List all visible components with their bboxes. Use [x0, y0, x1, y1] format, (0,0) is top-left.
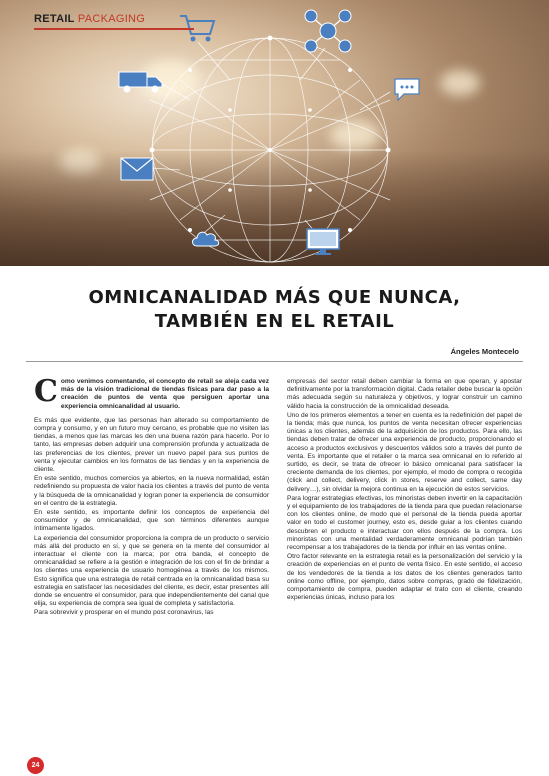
article-title-line-2: TAMBIÉN EN EL RETAIL: [154, 311, 395, 332]
section-rule: [34, 28, 194, 30]
body-paragraph: La experiencia del consumidor proporciona la compra de un producto o servicio más allá del producto en sí, y que se genera en la mente del consumidor al interactuar el cliente con la marca; por otra banda, el concepto de omnicanalidad se refiere a la gestión e integración de los con el fin de brindar a los clientes una experiencia de usuario homogénea a través de los mismos. Esto significa que una estrategia de retail centrada en la omnicanalidad basa su estrategia en satisfacer las necesidades del cliente, es decir, estar presentes allí donde se encuentre el consumidor, para que independientemente del canal que elija, su experiencia de compra sea igual de completa y satisfactoria.: [34, 534, 269, 608]
body-paragraph: Es más que evidente, que las personas han alterado su comportamiento de compra y consumo, y en un futuro muy cercano, es probable que no visiten las tiendas, a menos que las marcas les den una buena razón para hacerlo. Por lo tanto, las empresas deben adquirir una comprensión profunda y actualizada de las preferencias de los clientes, prever un nuevo papel para sus puntos de venta y ejecutar cambios en los formatos de las tiendas y en la experiencia de cliente.: [34, 416, 269, 474]
envelope-icon: [120, 157, 154, 181]
hero-image: [0, 0, 549, 266]
lead-paragraph: [34, 374, 269, 411]
page-number-badge: 24: [27, 757, 44, 774]
monitor-icon: [306, 228, 340, 258]
body-paragraph: Para lograr estrategias efectivas, los minoristas deben invertir en la capacitación y el equipamiento de los trabajadores de la tienda para que puedan relacionarse con los clientes online, de modo que el personal de la tienda pueda aportar valor en todo el customer journey, esto es, desde guiar a los clientes cuando descubren el producto e interactuar con ellos después de la compra. Los minoristas con una mentalidad verdaderamente omnicanal podrían también recompensar a los trabajadores de la tienda por influir en las ventas online.: [287, 494, 522, 552]
network-people-icon: [303, 8, 353, 54]
section-tag: [34, 13, 145, 25]
byline-divider: [26, 361, 523, 362]
body-paragraph: Uno de los primeros elementos a tener en cuenta es la redefinición del papel de la tienda; más que nunca, los puntos de venta necesitan ofrecer experiencias únicas a los clientes, además de la adquisición de los productos. Para ello, las tiendas deben tratar de ofrecer una experiencia de producto, proporcionando el acceso a productos exclusivos y descuentos válidos solo a través del punto de venta. Es importante que el retailer o la marca sea omnicanal en lo referido al surtido, es decir, se trata de ofrecer lo básico omnicanal para satisfacer la creciente demanda de los clientes, por ejemplo, el modo de compra o recogida (click and collect, delivery, click in stores, reserve and collect, same day delivery…), sin olvidar la mejora continua en la ejecución de estos servicios.: [287, 411, 522, 493]
network-globe: [0, 0, 549, 266]
body-paragraph: Otro factor relevante en la estrategia retail es la personalización del servicio y la creación de experiencias en el punto de venta físico. En este sentido, el acceso de los vendedores de la tienda a los datos de los clientes generados tanto online como offline, por ejemplo, datos sobre compras, grado de fidelización, comportamiento de compra, pueden adaptar el trato con el cliente, creando experiencias únicas, incluso para los: [287, 553, 522, 602]
section-accent: PACKAGING: [77, 13, 146, 25]
article-column-left: [34, 374, 269, 619]
lead-text: omo venimos comentando, el concepto de retail se aleja cada vez más de la visión tradicional de tiendas físicas para dar paso a la creación de puntos de venta que persiguen aportar una experiencia omnicanalidad al usuario.: [60, 378, 269, 410]
author-byline: Ángeles Montecelo: [450, 347, 519, 356]
body-paragraph: empresas del sector retail deben cambiar la forma en que operan, y apostar definitivamente por la transformación digital. Cada retailer debe buscar la opción más adecuada según su naturaleza y objetivos, y lograr construir un camino válido hacia la construcción de la omnicalidad deseada.: [287, 378, 522, 410]
article-column-right: [287, 378, 522, 603]
body-paragraph: En este sentido, muchos comercios ya abiertos, en la nueva normalidad, están redefiniendo su propuesta de valor hacia los clientes a través del punto de venta y la búsqueda de la omnicanalidad y logran poner la experiencia de consumidor en el centro de la estrategia.: [34, 475, 269, 507]
delivery-truck-icon: [118, 70, 164, 94]
article-title-line-1: OMNICANALIDAD MÁS QUE NUNCA,: [88, 287, 461, 308]
speech-bubble-icon: [392, 76, 422, 104]
drop-cap: C: [34, 374, 58, 409]
cloud-icon: [190, 228, 220, 248]
section-label: RETAIL: [34, 13, 75, 25]
body-paragraph: En este sentido, es importante definir los conceptos de experiencia del consumidor y de omnicanalidad, que son términos diferentes aunque íntimamente ligados.: [34, 509, 269, 533]
body-paragraph: Para sobrevivir y prosperar en el mundo post coronavirus, las: [34, 609, 214, 617]
